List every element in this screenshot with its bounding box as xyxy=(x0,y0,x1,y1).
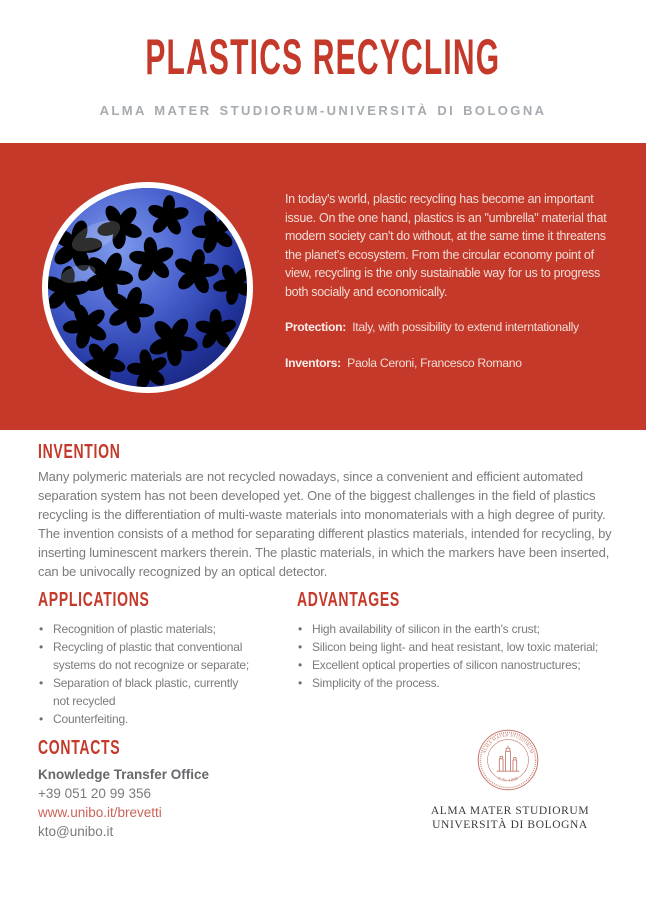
list-item: • High availability of silicon in the earth's crust; xyxy=(297,620,637,638)
list-item: • Separation of black plastic, currently not recycled xyxy=(38,674,252,710)
applications-list xyxy=(38,620,252,728)
hero-banner xyxy=(0,143,646,430)
applications-heading: APPLICATIONS xyxy=(38,589,150,611)
contact-block xyxy=(38,765,298,841)
contact-website-link[interactable]: www.unibo.it/brevetti xyxy=(38,805,162,820)
seal-bottom-text: A.D. 1088 xyxy=(496,775,520,783)
protection-label: Protection: xyxy=(285,320,347,334)
contacts-heading: CONTACTS xyxy=(38,737,121,759)
wordmark-line1: ALMA MATER STUDIORUM xyxy=(430,805,590,817)
university-subtitle: ALMA MATER STUDIORUM-UNIVERSITÀ DI BOLOGNA xyxy=(99,103,547,118)
list-item: • Counterfeiting. xyxy=(38,710,252,728)
contact-office: Knowledge Transfer Office xyxy=(38,767,210,782)
contact-phone: +39 051 20 99 356 xyxy=(38,786,151,801)
svg-text:A.D. 1088 xyxy=(497,775,519,783)
seal-towers-drawing xyxy=(497,746,519,771)
list-item: • Recycling of plastic that conventional systems do not recognize or separate; xyxy=(38,638,252,674)
inventors-label: Inventors: xyxy=(285,356,341,370)
contact-email: kto@unibo.it xyxy=(38,824,114,839)
protection-value: Italy, with possibility to extend interntationally xyxy=(352,320,579,334)
protection-line xyxy=(285,320,617,335)
seal-top-text: ALMA MATER STUDIORUM xyxy=(481,732,535,755)
wordmark-line2: UNIVERSITÀ DI BOLOGNA xyxy=(432,819,588,831)
advantages-list xyxy=(297,620,637,692)
page-title xyxy=(0,31,646,83)
list-item: • Simplicity of the process. xyxy=(297,674,637,692)
invention-paragraph: Many polymeric materials are not recycled nowadays, since a convenient and efficient automated separation system has not been developed yet. One of the biggest challenges in the field of plastics recycling is the differentiation of multi-waste materials into monomaterials with a high degree of purity. The invention consists of a method for separating different plastics materials, intended for recycling, by inserting luminescent markers therein. The plastic materials, in which the markers have been inserted, can be univocally recognized by an optical detector. xyxy=(38,469,612,579)
list-item: • Silicon being light- and heat resistant, low toxic material; xyxy=(297,638,637,656)
invention-heading: INVENTION xyxy=(38,441,121,463)
plastic-bottles-photo xyxy=(42,182,253,393)
intro-paragraph: In today's world, plastic recycling has become an important issue. On the one hand, plastics is an "umbrella" material that modern society can't do without, at the same time it threatens the planet's ecosystem. From the circular economy point of view, recycling is the only sustainable way for us to progress both socially and economically. xyxy=(285,192,607,299)
inventors-value: Paola Ceroni, Francesco Romano xyxy=(347,356,522,370)
plastic-bottles-illustration xyxy=(48,188,247,387)
banner-text-block xyxy=(285,190,617,371)
list-item: • Excellent optical properties of silicon nanostructures; xyxy=(297,656,637,674)
inventors-line xyxy=(285,356,617,371)
university-seal-icon xyxy=(477,729,539,791)
list-item: • Recognition of plastic materials; xyxy=(38,620,252,638)
advantages-heading: ADVANTAGES xyxy=(297,589,400,611)
page-title-text: PLASTICS RECYCLING xyxy=(145,29,501,85)
university-wordmark xyxy=(418,804,602,832)
